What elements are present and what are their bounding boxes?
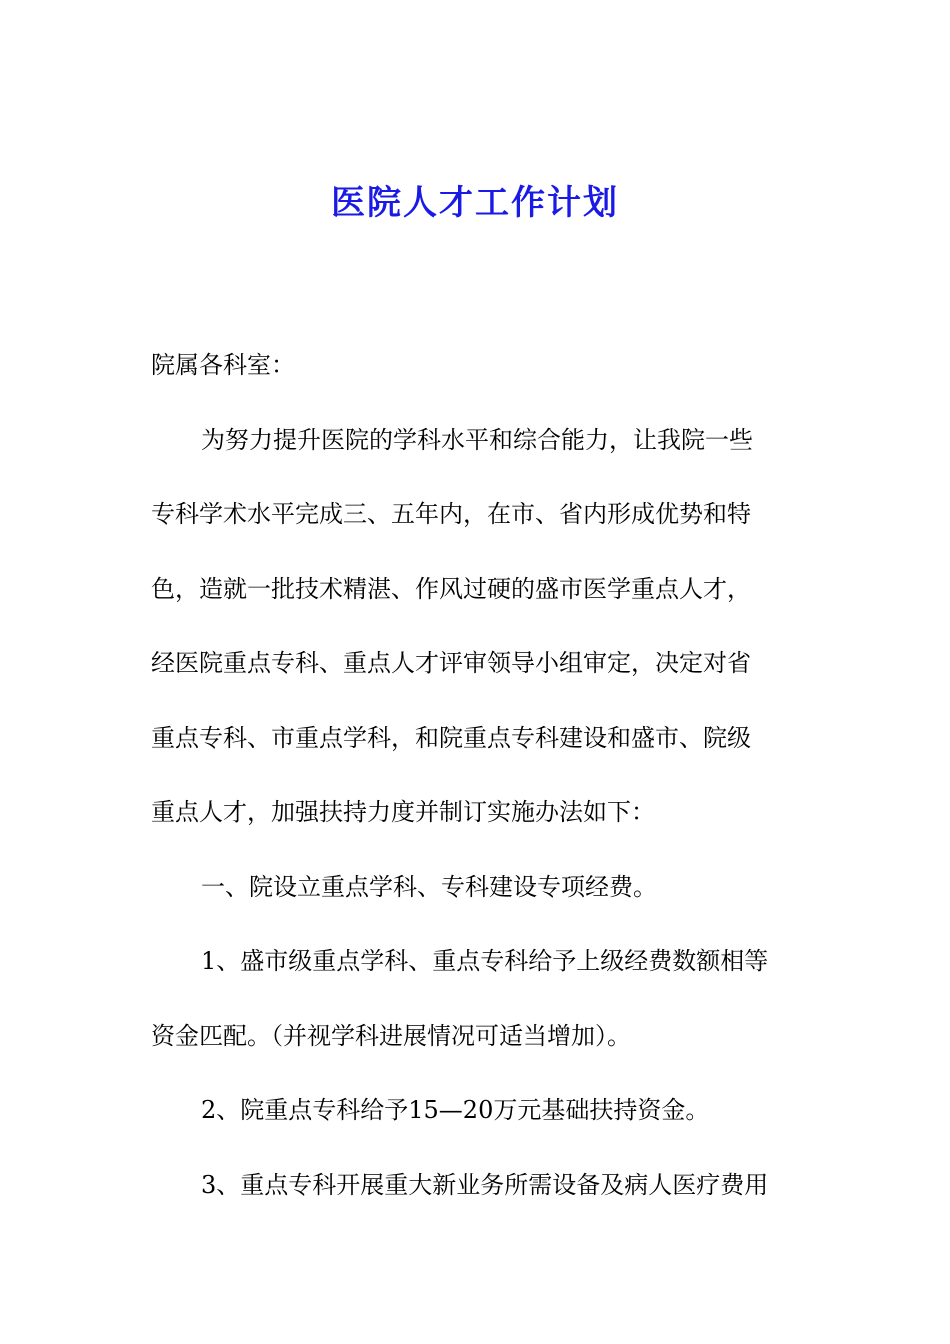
paragraph-line: 专科学术水平完成三、五年内，在市、省内形成优势和特 [151,500,751,528]
salutation: 院属各科室： [151,351,295,379]
document-title: 医院人才工作计划 [331,183,619,223]
paragraph-line: 经医院重点专科、重点人才评审领导小组审定，决定对省 [151,649,751,677]
list-item-continuation: 资金匹配。（并视学科进展情况可适当增加）。 [151,1021,631,1050]
paragraph-line: 为努力提升医院的学科水平和综合能力，让我院一些 [201,425,753,454]
section-heading: 一、院设立重点学科、专科建设专项经费。 [201,872,657,901]
list-item: 2、院重点专科给予15—20万元基础扶持资金。 [201,1096,710,1124]
document-body [151,328,811,1222]
paragraph-line: 重点人才，加强扶持力度并制订实施办法如下： [151,798,655,826]
paragraph-line: 色，造就一批技术精湛、作风过硬的盛市医学重点人才， [151,574,751,603]
list-item: 3、重点专科开展重大新业务所需设备及病人医疗费用 [201,1170,769,1199]
paragraph-line: 重点专科、市重点学科，和院重点专科建设和盛市、院级 [151,723,751,752]
list-item: 1、盛市级重点学科、重点专科给予上级经费数额相等 [201,947,769,975]
